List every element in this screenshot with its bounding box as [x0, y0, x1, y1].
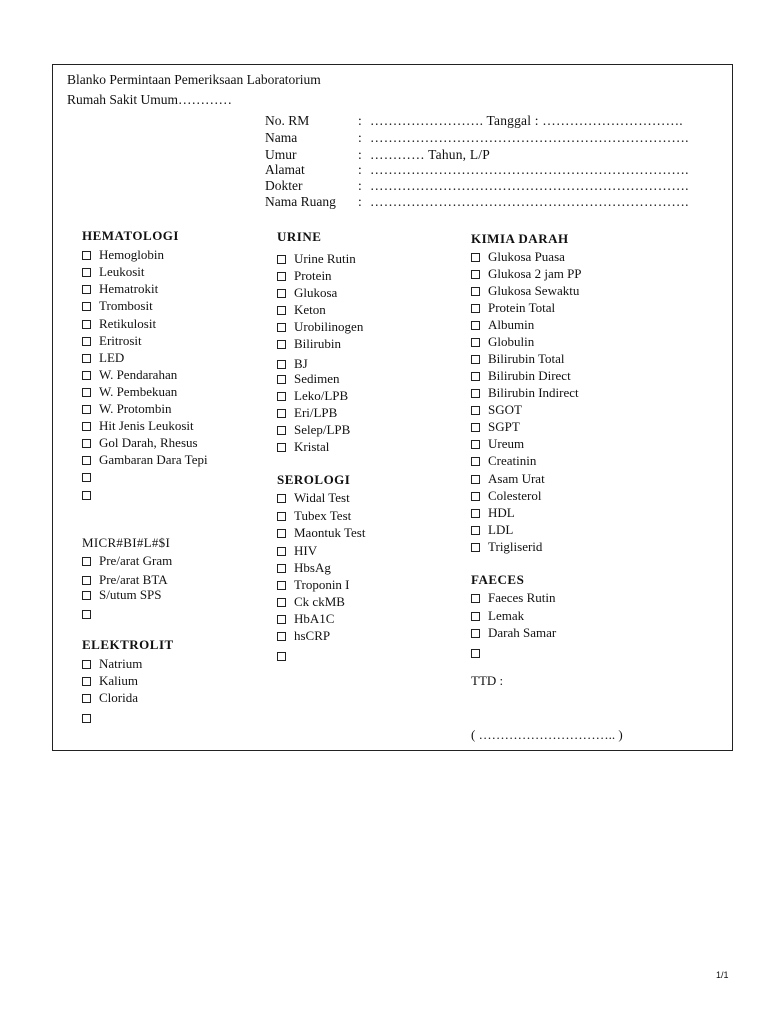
section-title: HEMATOLOGI: [82, 228, 179, 243]
checkbox-item[interactable]: [82, 486, 99, 503]
checkbox-label: Glukosa 2 jam PP: [488, 266, 582, 281]
checkbox-icon[interactable]: [471, 389, 480, 398]
rm-field[interactable]: ……………………. Tanggal : ………………………….: [370, 113, 683, 128]
checkbox-item[interactable]: [471, 350, 565, 367]
colon: :: [358, 113, 362, 128]
checkbox-icon[interactable]: [471, 649, 480, 658]
checkbox-label: Bilirubin Direct: [488, 368, 571, 383]
checkbox-icon[interactable]: [277, 632, 286, 641]
checkbox-icon[interactable]: [82, 251, 91, 260]
checkbox-item[interactable]: [277, 593, 345, 610]
checkbox-label: Eritrosit: [99, 333, 142, 348]
checkbox-item[interactable]: [82, 315, 156, 332]
checkbox-label: Faeces Rutin: [488, 590, 556, 605]
checkbox-item[interactable]: [471, 470, 545, 487]
checkbox-icon[interactable]: [277, 598, 286, 607]
doctor-field[interactable]: …………………………………………………………….: [370, 178, 689, 193]
checkbox-item[interactable]: [471, 316, 534, 333]
checkbox-item[interactable]: [82, 297, 153, 314]
hospital-name: Rumah Sakit Umum…………: [67, 92, 232, 107]
checkbox-label: Hematrokit: [99, 281, 159, 296]
checkbox-item[interactable]: [82, 366, 177, 383]
checkbox-item[interactable]: [82, 332, 142, 349]
checkbox-icon[interactable]: [82, 677, 91, 686]
checkbox-item[interactable]: [471, 401, 522, 418]
checkbox-icon[interactable]: [277, 547, 286, 556]
checkbox-icon[interactable]: [82, 576, 91, 585]
checkbox-icon[interactable]: [277, 323, 286, 332]
checkbox-icon[interactable]: [277, 512, 286, 521]
checkbox-icon[interactable]: [82, 405, 91, 414]
checkbox-item[interactable]: [82, 417, 194, 434]
checkbox-icon[interactable]: [471, 440, 480, 449]
checkbox-label: Bilirubin: [294, 336, 341, 351]
checkbox-icon[interactable]: [82, 491, 91, 500]
age-label: Umur: [265, 147, 297, 162]
checkbox-icon[interactable]: [277, 375, 286, 384]
checkbox-label: hsCRP: [294, 628, 331, 643]
checkbox-item[interactable]: [82, 689, 138, 706]
checkbox-label: Bilirubin Indirect: [488, 385, 579, 400]
colon: :: [358, 162, 362, 177]
checkbox-item[interactable]: [277, 542, 317, 559]
checkbox-icon[interactable]: [277, 360, 286, 369]
checkbox-icon[interactable]: [471, 629, 480, 638]
checkbox-icon[interactable]: [471, 475, 480, 484]
checkbox-icon[interactable]: [277, 564, 286, 573]
checkbox-item[interactable]: [82, 586, 162, 603]
checkbox-item[interactable]: [82, 383, 177, 400]
checkbox-item[interactable]: [277, 627, 330, 644]
checkbox-icon[interactable]: [471, 492, 480, 501]
checkbox-item[interactable]: [82, 434, 198, 451]
checkbox-icon[interactable]: [82, 610, 91, 619]
checkbox-item[interactable]: [277, 284, 337, 301]
checkbox-label: Hemoglobin: [99, 247, 164, 262]
checkbox-item[interactable]: [277, 335, 341, 352]
checkbox-icon[interactable]: [471, 509, 480, 518]
checkbox-icon[interactable]: [82, 320, 91, 329]
checkbox-label: HIV: [294, 543, 318, 558]
checkbox-label: Trigliserid: [488, 539, 543, 554]
checkbox-item[interactable]: [471, 282, 579, 299]
checkbox-label: Troponin I: [294, 577, 350, 592]
checkbox-label: SGPT: [488, 419, 520, 434]
section-title: KIMIA DARAH: [471, 231, 569, 246]
checkbox-icon[interactable]: [82, 285, 91, 294]
checkbox-icon[interactable]: [277, 272, 286, 281]
section-title: SEROLOGI: [277, 472, 351, 487]
checkbox-item[interactable]: [82, 246, 164, 263]
checkbox-label: Leukosit: [99, 264, 145, 279]
checkbox-icon[interactable]: [277, 494, 286, 503]
checkbox-item[interactable]: [82, 655, 142, 672]
checkbox-item[interactable]: [471, 452, 536, 469]
colon: :: [358, 130, 362, 145]
colon: :: [358, 194, 362, 209]
age-field[interactable]: ………… Tahun, L/P: [370, 147, 490, 162]
checkbox-label: HDL: [488, 505, 515, 520]
checkbox-label: Trombosit: [99, 298, 153, 313]
checkbox-item[interactable]: [277, 301, 326, 318]
checkbox-item[interactable]: [277, 559, 331, 576]
checkbox-label: Eri/LPB: [294, 405, 338, 420]
checkbox-icon[interactable]: [471, 304, 480, 313]
checkbox-icon[interactable]: [277, 340, 286, 349]
form-title: Blanko Permintaan Pemeriksaan Laboratorium: [67, 72, 321, 87]
checkbox-label: S/utum SPS: [99, 587, 162, 602]
room-label: Nama Ruang: [265, 194, 336, 209]
checkbox-label: Lemak: [488, 608, 525, 623]
checkbox-item[interactable]: [277, 524, 365, 541]
checkbox-icon[interactable]: [277, 392, 286, 401]
checkbox-label: W. Pendarahan: [99, 367, 178, 382]
checkbox-item[interactable]: [277, 370, 340, 387]
checkbox-item[interactable]: [471, 418, 520, 435]
checkbox-item[interactable]: [471, 504, 515, 521]
checkbox-item[interactable]: [82, 263, 145, 280]
checkbox-item[interactable]: [471, 333, 534, 350]
checkbox-label: Glukosa: [294, 285, 338, 300]
checkbox-item[interactable]: [471, 644, 488, 661]
checkbox-item[interactable]: [277, 507, 351, 524]
checkbox-label: Urobilinogen: [294, 319, 364, 334]
checkbox-item[interactable]: [82, 451, 208, 468]
checkbox-item[interactable]: [471, 624, 556, 641]
checkbox-label: W. Pembekuan: [99, 384, 178, 399]
checkbox-item[interactable]: [277, 387, 348, 404]
checkbox-label: Keton: [294, 302, 326, 317]
name-label: Nama: [265, 130, 298, 145]
checkbox-label: Kalium: [99, 673, 138, 688]
checkbox-item[interactable]: [471, 538, 542, 555]
checkbox-item[interactable]: [471, 248, 565, 265]
checkbox-icon[interactable]: [471, 526, 480, 535]
checkbox-icon[interactable]: [471, 253, 480, 262]
checkbox-label: HbA1C: [294, 611, 335, 626]
checkbox-icon[interactable]: [82, 660, 91, 669]
room-field[interactable]: …………………………………………………………….: [370, 194, 689, 209]
checkbox-icon[interactable]: [82, 439, 91, 448]
section-title: FAECES: [471, 572, 525, 587]
checkbox-icon[interactable]: [82, 268, 91, 277]
checkbox-icon[interactable]: [471, 338, 480, 347]
checkbox-icon[interactable]: [82, 422, 91, 431]
checkbox-item[interactable]: [471, 367, 571, 384]
checkbox-item[interactable]: [277, 610, 334, 627]
name-field[interactable]: …………………………………………………………….: [370, 130, 689, 145]
checkbox-label: Tubex Test: [294, 508, 352, 523]
colon: :: [358, 147, 362, 162]
checkbox-label: Globulin: [488, 334, 535, 349]
checkbox-item[interactable]: [82, 349, 124, 366]
checkbox-item[interactable]: [277, 647, 294, 664]
checkbox-icon[interactable]: [277, 306, 286, 315]
checkbox-item[interactable]: [277, 267, 332, 284]
checkbox-icon[interactable]: [277, 581, 286, 590]
checkbox-icon[interactable]: [82, 473, 91, 482]
checkbox-label: Urine Rutin: [294, 251, 356, 266]
checkbox-label: LED: [99, 350, 125, 365]
section-title: MICR#BI#L#$I: [82, 535, 171, 550]
checkbox-label: Kristal: [294, 439, 330, 454]
checkbox-label: Leko/LPB: [294, 388, 349, 403]
checkbox-label: Protein: [294, 268, 332, 283]
checkbox-icon[interactable]: [82, 337, 91, 346]
checkbox-icon[interactable]: [82, 371, 91, 380]
checkbox-label: Protein Total: [488, 300, 556, 315]
checkbox-label: Gol Darah, Rhesus: [99, 435, 198, 450]
checkbox-label: Darah Samar: [488, 625, 557, 640]
checkbox-icon[interactable]: [277, 529, 286, 538]
checkbox-icon[interactable]: [82, 354, 91, 363]
checkbox-label: Clorida: [99, 690, 138, 705]
checkbox-label: Sedimen: [294, 371, 340, 386]
rm-label: No. RM: [265, 113, 310, 128]
checkbox-icon[interactable]: [82, 557, 91, 566]
checkbox-icon[interactable]: [277, 409, 286, 418]
checkbox-icon[interactable]: [471, 543, 480, 552]
checkbox-item[interactable]: [471, 299, 555, 316]
checkbox-icon[interactable]: [471, 612, 480, 621]
checkbox-label: LDL: [488, 522, 514, 537]
checkbox-item[interactable]: [82, 468, 99, 485]
checkbox-label: Pre/arat BTA: [99, 572, 168, 587]
address-label: Alamat: [265, 162, 305, 177]
checkbox-item[interactable]: [471, 265, 582, 282]
checkbox-item[interactable]: [82, 672, 138, 689]
checkbox-label: Maontuk Test: [294, 525, 366, 540]
checkbox-icon[interactable]: [471, 594, 480, 603]
checkbox-label: Colesterol: [488, 488, 542, 503]
checkbox-icon[interactable]: [277, 426, 286, 435]
checkbox-icon[interactable]: [471, 270, 480, 279]
checkbox-item[interactable]: [471, 384, 579, 401]
checkbox-label: Ureum: [488, 436, 525, 451]
checkbox-icon[interactable]: [82, 694, 91, 703]
section-title: URINE: [277, 229, 322, 244]
checkbox-label: Creatinin: [488, 453, 537, 468]
section-title: ELEKTROLIT: [82, 637, 174, 652]
checkbox-icon[interactable]: [471, 372, 480, 381]
checkbox-item[interactable]: [277, 404, 337, 421]
checkbox-icon[interactable]: [82, 302, 91, 311]
checkbox-item[interactable]: [471, 589, 556, 606]
checkbox-icon[interactable]: [471, 287, 480, 296]
signature-label: TTD :: [471, 673, 504, 688]
checkbox-icon[interactable]: [82, 714, 91, 723]
address-field[interactable]: …………………………………………………………….: [370, 162, 689, 177]
checkbox-item[interactable]: [277, 421, 350, 438]
checkbox-item[interactable]: [471, 435, 524, 452]
checkbox-label: BJ: [294, 356, 308, 371]
checkbox-item[interactable]: [82, 605, 99, 622]
checkbox-item[interactable]: [82, 400, 171, 417]
checkbox-icon[interactable]: [82, 456, 91, 465]
page-number: 1/1: [716, 970, 729, 980]
checkbox-icon[interactable]: [471, 355, 480, 364]
checkbox-label: Albumin: [488, 317, 535, 332]
checkbox-icon[interactable]: [277, 652, 286, 661]
checkbox-item[interactable]: [82, 709, 99, 726]
checkbox-label: W. Protombin: [99, 401, 172, 416]
checkbox-label: Asam Urat: [488, 471, 545, 486]
doctor-label: Dokter: [265, 178, 303, 193]
checkbox-label: Bilirubin Total: [488, 351, 565, 366]
checkbox-item[interactable]: [277, 318, 363, 335]
colon: :: [358, 178, 362, 193]
checkbox-item[interactable]: [471, 607, 524, 624]
checkbox-label: Natrium: [99, 656, 143, 671]
checkbox-icon[interactable]: [471, 423, 480, 432]
checkbox-icon[interactable]: [277, 443, 286, 452]
checkbox-item[interactable]: [277, 576, 350, 593]
checkbox-label: Gambaran Dara Tepi: [99, 452, 208, 467]
checkbox-icon[interactable]: [471, 406, 480, 415]
checkbox-item[interactable]: [277, 438, 329, 455]
checkbox-item[interactable]: [277, 489, 350, 506]
checkbox-icon[interactable]: [82, 388, 91, 397]
checkbox-item[interactable]: [277, 250, 356, 267]
checkbox-label: Widal Test: [294, 490, 350, 505]
checkbox-icon[interactable]: [277, 615, 286, 624]
checkbox-label: SGOT: [488, 402, 522, 417]
checkbox-icon[interactable]: [471, 321, 480, 330]
checkbox-label: HbsAg: [294, 560, 331, 575]
checkbox-item[interactable]: [471, 487, 541, 504]
checkbox-item[interactable]: [82, 280, 158, 297]
checkbox-item[interactable]: [471, 521, 513, 538]
checkbox-item[interactable]: [82, 552, 172, 569]
checkbox-label: Selep/LPB: [294, 422, 351, 437]
checkbox-label: Glukosa Sewaktu: [488, 283, 580, 298]
checkbox-icon[interactable]: [277, 289, 286, 298]
signature-line[interactable]: ( ………………………….. ): [471, 727, 623, 742]
checkbox-icon[interactable]: [471, 457, 480, 466]
checkbox-label: Ck ckMB: [294, 594, 345, 609]
checkbox-label: Glukosa Puasa: [488, 249, 565, 264]
checkbox-icon[interactable]: [82, 591, 91, 600]
checkbox-label: Pre/arat Gram: [99, 553, 173, 568]
checkbox-label: Retikulosit: [99, 316, 157, 331]
checkbox-icon[interactable]: [277, 255, 286, 264]
checkbox-label: Hit Jenis Leukosit: [99, 418, 194, 433]
